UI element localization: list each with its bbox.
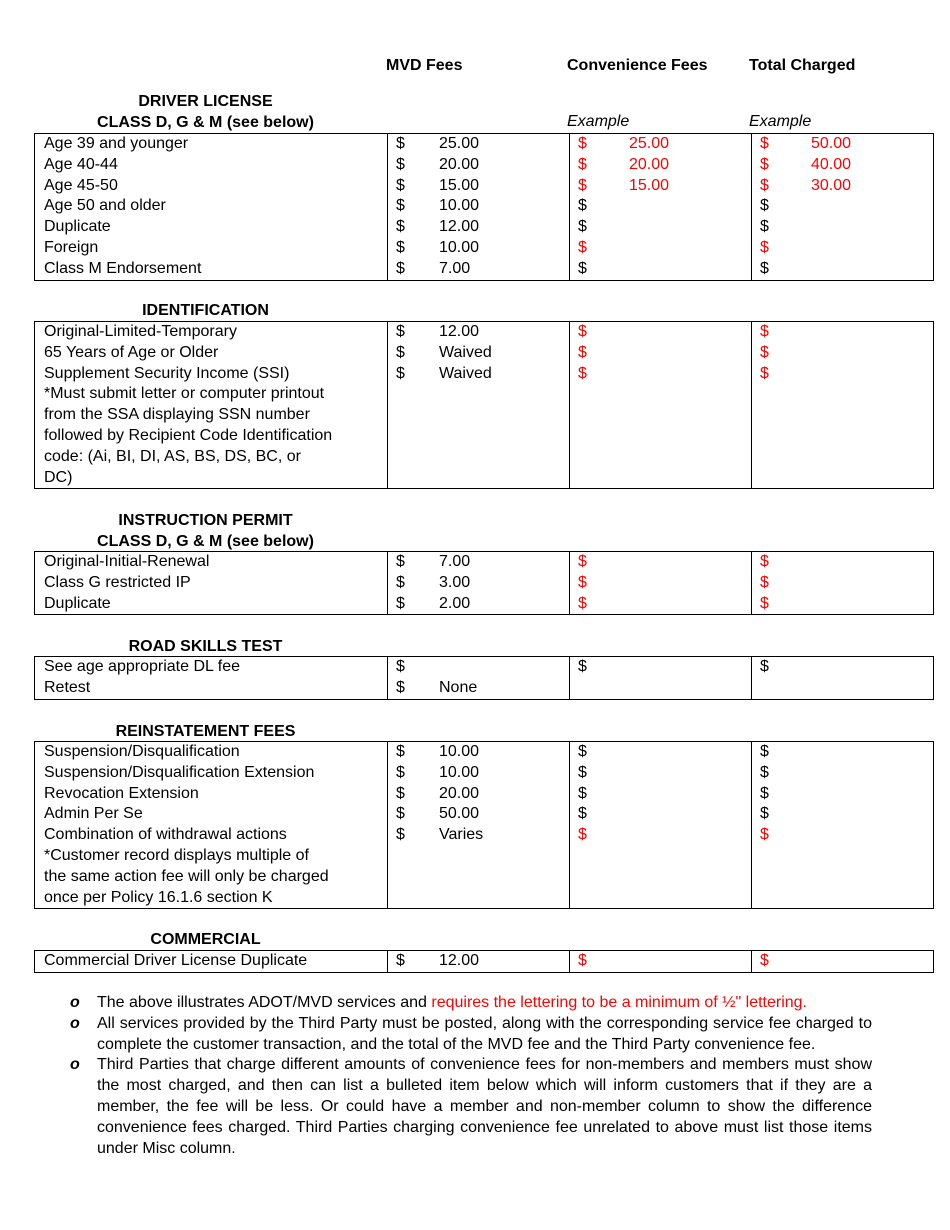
table-row bbox=[35, 573, 934, 594]
total-charged-cell: $ bbox=[760, 553, 769, 570]
row-label: Admin Per Se bbox=[35, 804, 388, 825]
road-skills-title: ROAD SKILLS TEST bbox=[128, 638, 283, 655]
table-row bbox=[35, 678, 934, 699]
convenience-fee-cell: $ 25.00 bbox=[570, 134, 752, 155]
total-charged-cell: $ bbox=[760, 763, 769, 781]
table-row bbox=[35, 426, 934, 447]
row-label: Class G restricted IP bbox=[35, 573, 388, 594]
mvd-fee-cell: $ bbox=[388, 657, 570, 678]
reinstatement-table bbox=[34, 741, 934, 909]
list-item bbox=[60, 1014, 872, 1056]
total-charged-cell: $ bbox=[760, 658, 769, 675]
total-charged-cell: $ bbox=[760, 594, 769, 612]
table-row bbox=[35, 155, 934, 176]
commercial-table bbox=[34, 950, 934, 973]
mvd-fee-cell: $ 15.00 bbox=[388, 176, 570, 197]
commercial-title: COMMERCIAL bbox=[150, 931, 261, 948]
table-row bbox=[35, 134, 934, 155]
total-charged-cell: $ bbox=[760, 323, 769, 340]
table-row bbox=[35, 867, 934, 888]
total-charged-cell: $ bbox=[760, 259, 769, 277]
row-label: Class M Endorsement bbox=[35, 259, 388, 280]
convenience-fee-cell: $ 20.00 bbox=[570, 155, 752, 176]
row-label: Original-Limited-Temporary bbox=[35, 322, 388, 343]
table-row bbox=[35, 657, 934, 678]
row-label: Age 39 and younger bbox=[35, 134, 388, 155]
example-label-conv: Example bbox=[567, 113, 630, 130]
driver-license-title: DRIVER LICENSE bbox=[138, 93, 273, 110]
convenience-fee-cell: $ bbox=[570, 657, 752, 678]
convenience-fee-cell: $ bbox=[570, 259, 752, 280]
row-label: Commercial Driver License Duplicate bbox=[35, 951, 388, 973]
convenience-fee-cell: $ bbox=[570, 238, 752, 259]
mvd-fee-cell: $ 20.00 bbox=[388, 155, 570, 176]
row-label: Supplement Security Income (SSI) bbox=[35, 364, 388, 385]
table-row bbox=[35, 405, 934, 426]
table-row bbox=[35, 447, 934, 468]
header-total-charged: Total Charged bbox=[749, 57, 856, 74]
identification-title: IDENTIFICATION bbox=[142, 302, 269, 319]
convenience-fee-cell: $ bbox=[570, 364, 752, 385]
convenience-fee-cell: $ bbox=[570, 552, 752, 573]
convenience-fee-cell: $ bbox=[570, 217, 752, 238]
mvd-fee-cell: $ 12.00 bbox=[388, 217, 570, 238]
convenience-fee-cell: $ bbox=[570, 343, 752, 364]
bullet-icon: o bbox=[70, 1056, 80, 1074]
driver-license-table bbox=[34, 133, 934, 281]
total-charged-cell: $ bbox=[760, 573, 769, 591]
header-mvd-fees: MVD Fees bbox=[386, 57, 463, 74]
row-label: Age 40-44 bbox=[35, 155, 388, 176]
identification-table bbox=[34, 321, 934, 489]
note-1-red-text: requires the lettering to be a minimum of ½" lettering. bbox=[431, 994, 807, 1011]
table-row bbox=[35, 217, 934, 238]
bullet-icon: o bbox=[70, 1014, 80, 1032]
example-label-total: Example bbox=[749, 113, 812, 130]
list-item bbox=[60, 993, 872, 1014]
table-row bbox=[35, 238, 934, 259]
note-line: followed by Recipient Code Identification bbox=[35, 426, 388, 447]
mvd-fee-cell: $ 10.00 bbox=[388, 742, 570, 763]
road-skills-table bbox=[34, 656, 934, 700]
row-label: Original-Initial-Renewal bbox=[35, 552, 388, 573]
row-label: Retest bbox=[35, 678, 388, 699]
table-row bbox=[35, 825, 934, 846]
convenience-fee-cell: $ bbox=[570, 742, 752, 763]
note-line: once per Policy 16.1.6 section K bbox=[35, 888, 388, 909]
section-title-driver-license bbox=[34, 91, 377, 133]
section-title-instruction-permit bbox=[34, 510, 377, 552]
convenience-fee-cell: $ bbox=[570, 196, 752, 217]
note-line: DC) bbox=[35, 468, 388, 489]
mvd-fee-cell: $ Waived bbox=[388, 343, 570, 364]
total-charged-cell: $ bbox=[760, 805, 769, 823]
mvd-fee-cell: $ Varies bbox=[388, 825, 570, 846]
bullet-icon: o bbox=[70, 994, 80, 1011]
convenience-fee-cell: $ bbox=[570, 573, 752, 594]
convenience-fee-cell: $ 15.00 bbox=[570, 176, 752, 197]
table-row bbox=[35, 846, 934, 867]
total-charged-cell: $ bbox=[760, 826, 769, 844]
row-label: Suspension/Disqualification Extension bbox=[35, 763, 388, 784]
mvd-fee-cell: $ 12.00 bbox=[388, 951, 570, 973]
table-row bbox=[35, 888, 934, 909]
instruction-permit-title: INSTRUCTION PERMIT bbox=[118, 512, 293, 529]
table-row bbox=[35, 384, 934, 405]
driver-license-subtitle: CLASS D, G & M (see below) bbox=[97, 114, 314, 131]
total-charged-cell: $ bbox=[760, 784, 769, 802]
total-charged-cell: $ 40.00 bbox=[760, 155, 852, 173]
list-item bbox=[60, 1055, 872, 1159]
mvd-fee-cell: $ 7.00 bbox=[388, 552, 570, 573]
mvd-fee-cell: $ 2.00 bbox=[388, 594, 570, 615]
convenience-fee-cell: $ bbox=[570, 825, 752, 846]
convenience-fee-cell: $ bbox=[570, 594, 752, 615]
table-row bbox=[35, 364, 934, 385]
convenience-fee-cell: $ bbox=[570, 951, 752, 973]
notes-list bbox=[60, 993, 872, 1159]
total-charged-cell: $ bbox=[760, 218, 769, 236]
note-1-text: The above illustrates ADOT/MVD services and bbox=[97, 994, 432, 1011]
mvd-fee-cell: $ 50.00 bbox=[388, 804, 570, 825]
total-charged-cell: $ bbox=[760, 197, 769, 215]
row-label: Revocation Extension bbox=[35, 784, 388, 805]
instruction-permit-table bbox=[34, 551, 934, 615]
table-row bbox=[35, 594, 934, 615]
table-row bbox=[35, 259, 934, 280]
table-row bbox=[35, 742, 934, 763]
total-charged-cell: $ bbox=[760, 743, 769, 760]
note-line: the same action fee will only be charged bbox=[35, 867, 388, 888]
table-row bbox=[35, 343, 934, 364]
table-row bbox=[35, 804, 934, 825]
table-row bbox=[35, 784, 934, 805]
mvd-fee-cell: $ 10.00 bbox=[388, 238, 570, 259]
row-label: Suspension/Disqualification bbox=[35, 742, 388, 763]
mvd-fee-cell: $ Waived bbox=[388, 364, 570, 385]
header-convenience-fees: Convenience Fees bbox=[567, 57, 708, 74]
convenience-fee-cell: $ bbox=[570, 763, 752, 784]
mvd-fee-cell: $ 25.00 bbox=[388, 134, 570, 155]
table-row bbox=[35, 552, 934, 573]
reinstatement-title: REINSTATEMENT FEES bbox=[115, 723, 296, 740]
mvd-fee-cell: $ 10.00 bbox=[388, 763, 570, 784]
table-row bbox=[35, 468, 934, 489]
total-charged-cell: $ bbox=[760, 343, 769, 361]
note-line: *Customer record displays multiple of bbox=[35, 846, 388, 867]
mvd-fee-cell: $ 20.00 bbox=[388, 784, 570, 805]
total-charged-cell: $ bbox=[760, 364, 769, 382]
row-label: 65 Years of Age or Older bbox=[35, 343, 388, 364]
total-charged-cell: $ 50.00 bbox=[760, 135, 852, 152]
table-row bbox=[35, 196, 934, 217]
table-row bbox=[35, 322, 934, 343]
mvd-fee-cell: $ 3.00 bbox=[388, 573, 570, 594]
note-line: *Must submit letter or computer printout bbox=[35, 384, 388, 405]
mvd-fee-cell: $ 12.00 bbox=[388, 322, 570, 343]
row-label: See age appropriate DL fee bbox=[35, 657, 388, 678]
convenience-fee-cell: $ bbox=[570, 784, 752, 805]
note-3-text: Third Parties that charge different amounts of convenience fees for non-members and members must show the most charged, and then can list a bulleted item below which will inform customers that if they are a member, the fee will be less. Or could have a member and non-member column to show the difference convenience fees charged. Third Parties charging convenience fee unrelated to above must list those items under Misc column. bbox=[97, 1056, 872, 1157]
mvd-fee-cell: $ None bbox=[388, 678, 570, 699]
table-row bbox=[35, 176, 934, 197]
convenience-fee-cell: $ bbox=[570, 804, 752, 825]
total-charged-cell: $ 30.00 bbox=[760, 176, 852, 194]
note-2-text: All services provided by the Third Party must be posted, along with the corresponding service fee charged to complete the customer transaction, and the total of the MVD fee and the Third Party convenience fee. bbox=[97, 1014, 872, 1053]
row-label: Duplicate bbox=[35, 594, 388, 615]
row-label: Combination of withdrawal actions bbox=[35, 825, 388, 846]
total-charged-cell: $ bbox=[760, 952, 769, 969]
table-row bbox=[35, 763, 934, 784]
mvd-fee-cell: $ 7.00 bbox=[388, 259, 570, 280]
row-label: Foreign bbox=[35, 238, 388, 259]
total-charged-cell: $ bbox=[760, 238, 769, 256]
mvd-fee-cell: $ 10.00 bbox=[388, 196, 570, 217]
row-label: Duplicate bbox=[35, 217, 388, 238]
table-row bbox=[35, 951, 934, 973]
instruction-permit-subtitle: CLASS D, G & M (see below) bbox=[97, 533, 314, 550]
note-line: from the SSA displaying SSN number bbox=[35, 405, 388, 426]
row-label: Age 45-50 bbox=[35, 176, 388, 197]
convenience-fee-cell: $ bbox=[570, 322, 752, 343]
note-line: code: (Ai, BI, DI, AS, BS, DS, BC, or bbox=[35, 447, 388, 468]
row-label: Age 50 and older bbox=[35, 196, 388, 217]
